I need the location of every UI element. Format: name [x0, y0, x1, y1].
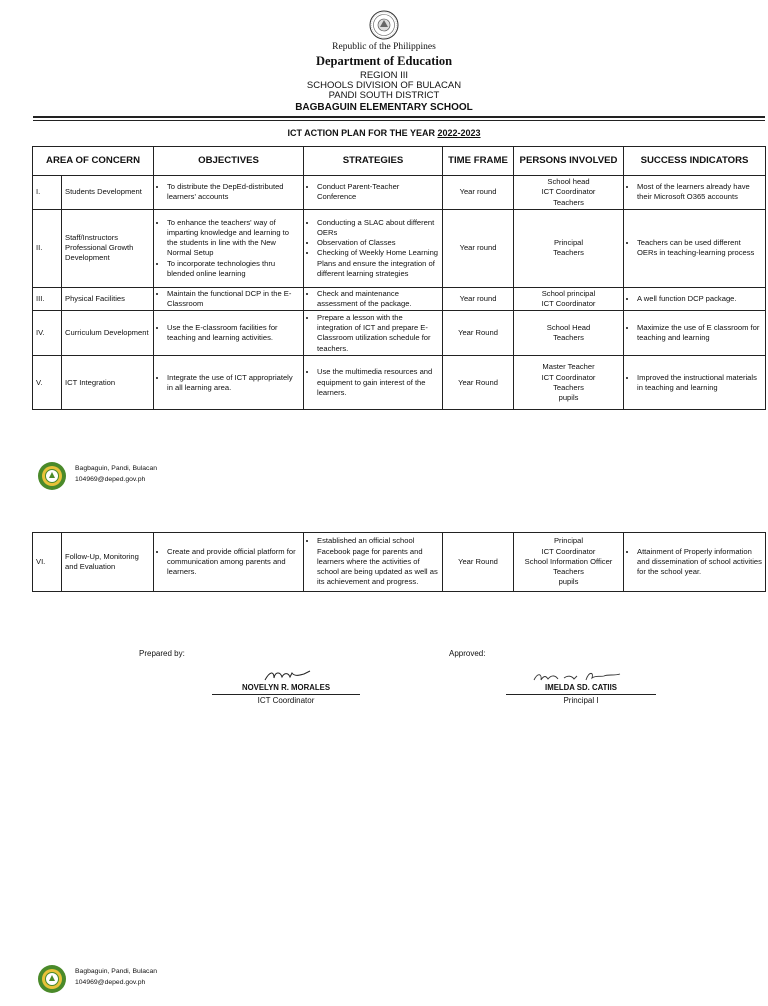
col-header-indicators: SUCCESS INDICATORS — [624, 147, 766, 176]
person: ICT Coordinator — [541, 187, 596, 197]
person: ICT Coordinator — [541, 299, 596, 308]
indicator-item: • Attainment of Properly information and dissemination of school activities for the school year. — [637, 547, 762, 578]
person: School principal — [541, 288, 596, 298]
person: pupils — [558, 393, 579, 402]
person: Teachers — [553, 197, 584, 207]
col-header-persons: PERSONS INVOLVED — [514, 147, 624, 176]
strategies-cell — [304, 176, 443, 210]
strategies-cell — [304, 311, 443, 356]
objectives-cell — [154, 287, 304, 311]
col-header-objectives: OBJECTIVES — [154, 147, 304, 176]
success-indicators — [624, 176, 766, 210]
person: Principal — [553, 238, 584, 247]
col-header-area: AREA OF CONCERN — [33, 147, 154, 176]
indicator-item: • Teachers can be used different OERs in teaching-learning process — [637, 238, 762, 259]
area-of-concern: Physical Facilities — [62, 287, 154, 311]
strategy-item: • Use the multimedia resources and equipment to gain interest of the learners. — [317, 367, 439, 398]
time-frame: Year Round — [443, 311, 514, 356]
footer-address: Bagbaguin, Pandi, Bulacan — [75, 465, 158, 472]
col-header-strategies: STRATEGIES — [304, 147, 443, 176]
time-frame: Year round — [443, 209, 514, 287]
page-footer — [37, 461, 237, 491]
department-label: Department of Education — [315, 54, 453, 68]
strategies-cell — [304, 533, 443, 592]
table-row — [33, 533, 766, 592]
action-plan-table — [32, 146, 766, 410]
school-logo-icon — [37, 461, 67, 491]
strategies-cell — [304, 209, 443, 287]
area-of-concern: Staff/Instructors Professional Growth Development — [62, 209, 154, 287]
success-indicators — [624, 356, 766, 410]
person: Teachers — [553, 382, 584, 392]
prepared-by-label: Prepared by: — [139, 649, 185, 658]
row-number: III. — [33, 287, 62, 311]
success-indicators — [624, 533, 766, 592]
table-row — [33, 176, 766, 210]
area-of-concern: Curriculum Development — [62, 311, 154, 356]
objective-item: • Use the E-classroom facilities for teaching and learning activities. — [167, 323, 300, 344]
time-frame: Year round — [443, 176, 514, 210]
person: Teachers — [553, 248, 584, 258]
school-logo-icon — [37, 964, 67, 994]
approved-by-name: IMELDA SD. CATIIS — [545, 683, 617, 692]
strategy-item: • Established an official school Facebook page for parents and learners where the activities of school are being updated as well as its achievement and progress. — [317, 536, 439, 587]
table-header-row — [33, 147, 766, 176]
division-label: SCHOOLS DIVISION OF BULACAN — [306, 80, 462, 91]
footer-email: 104969@deped.gov.ph — [75, 475, 146, 483]
objective-item: • To enhance the teachers' way of imparting knowledge and learning to the students in line with the New Normal Setup — [167, 218, 300, 259]
success-indicators — [624, 209, 766, 287]
success-indicators — [624, 287, 766, 311]
table-row — [33, 356, 766, 410]
person: pupils — [558, 577, 579, 587]
row-number: IV. — [33, 311, 62, 356]
footer-contact — [75, 967, 157, 989]
footer-address: Bagbaguin, Pandi, Bulacan — [75, 968, 158, 975]
time-frame: Year Round — [443, 356, 514, 410]
row-number: VI. — [33, 533, 62, 592]
strategy-item: • Conduct Parent-Teacher Conference — [317, 182, 439, 203]
objectives-cell — [154, 176, 304, 210]
objective-item: • To distribute the DepEd-distributed learners' accounts — [167, 182, 300, 203]
objective-item: • To incorporate technologies thru blended online learning — [167, 259, 300, 280]
indicator-item: • A well function DCP package. — [637, 294, 762, 304]
area-of-concern: ICT Integration — [62, 356, 154, 410]
time-frame: Year Round — [443, 533, 514, 592]
prepared-by-name: NOVELYN R. MORALES — [241, 683, 331, 692]
strategy-item: • Observation of Classes — [317, 238, 439, 248]
school-name: BAGBAGUIN ELEMENTARY SCHOOL — [295, 102, 473, 113]
area-of-concern: Follow-Up, Monitoring and Evaluation — [62, 533, 154, 592]
footer-contact — [75, 464, 157, 486]
strategy-item: • Check and maintenance assessment of the package. — [317, 289, 439, 310]
objective-item: • Create and provide official platform for communication among parents and learners. — [167, 547, 300, 578]
persons-involved — [514, 287, 624, 311]
region-label: REGION III — [359, 70, 409, 81]
objectives-cell — [154, 533, 304, 592]
table-row — [33, 287, 766, 311]
header-divider — [33, 116, 765, 118]
person: School Head — [546, 323, 591, 332]
strategy-item: • Prepare a lesson with the integration of ICT and prepare E-Classroom utilization schedule for teachers. — [317, 313, 439, 354]
document-title — [0, 128, 768, 138]
indicator-item: • Maximize the use of E classroom for teaching and learning — [637, 323, 762, 344]
table-row — [33, 311, 766, 356]
prepared-by-position: ICT Coordinator — [257, 696, 315, 705]
indicator-item: • Improved the instructional materials in teaching and learning — [637, 373, 762, 394]
row-number: I. — [33, 176, 62, 210]
objective-item: • Integrate the use of ICT appropriately in all learning area. — [167, 373, 300, 394]
persons-involved — [514, 533, 624, 592]
persons-involved — [514, 176, 624, 210]
header-divider-thin — [33, 120, 765, 121]
success-indicators — [624, 311, 766, 356]
person: Principal — [553, 536, 584, 546]
table-row — [33, 209, 766, 287]
republic-label: Republic of the Philippines — [332, 42, 436, 52]
district-label: PANDI SOUTH DISTRICT — [328, 90, 440, 101]
action-plan-table-continued — [32, 532, 766, 592]
strategies-cell — [304, 356, 443, 410]
person: Master Teacher — [542, 362, 595, 372]
person: ICT Coordinator — [541, 546, 596, 556]
row-number: V. — [33, 356, 62, 410]
person: ICT Coordinator — [541, 372, 596, 382]
time-frame: Year round — [443, 287, 514, 311]
area-of-concern: Students Development — [62, 176, 154, 210]
person: Teachers — [553, 567, 584, 577]
person: School head — [547, 177, 590, 186]
approved-signature-line — [506, 694, 656, 695]
approved-label: Approved: — [449, 649, 486, 658]
strategy-item: • Conducting a SLAC about different OERs — [317, 218, 439, 239]
page-footer — [37, 964, 237, 994]
persons-involved — [514, 356, 624, 410]
objectives-cell — [154, 356, 304, 410]
row-number: II. — [33, 209, 62, 287]
deped-seal-logo — [369, 10, 399, 40]
footer-email: 104969@deped.gov.ph — [75, 978, 146, 986]
person: Teachers — [553, 333, 584, 343]
objective-item: • Maintain the functional DCP in the E-Classroom — [167, 289, 300, 310]
prepared-signature-line — [212, 694, 360, 695]
objectives-cell — [154, 311, 304, 356]
person: School Information Officer — [524, 556, 613, 566]
persons-involved — [514, 311, 624, 356]
col-header-time-frame: TIME FRAME — [443, 147, 514, 176]
approved-by-position: Principal I — [563, 696, 599, 705]
objectives-cell — [154, 209, 304, 287]
strategies-cell — [304, 287, 443, 311]
title-prefix: ICT ACTION PLAN FOR THE YEAR — [287, 128, 438, 138]
indicator-item: • Most of the learners already have their Microsoft O365 accounts — [637, 182, 762, 203]
persons-involved — [514, 209, 624, 287]
prepared-signature-icon — [262, 668, 314, 684]
strategy-item: • Checking of Weekly Home Learning Plans and ensure the integration of different learning strategies — [317, 248, 439, 279]
title-year: 2022-2023 — [437, 128, 481, 138]
